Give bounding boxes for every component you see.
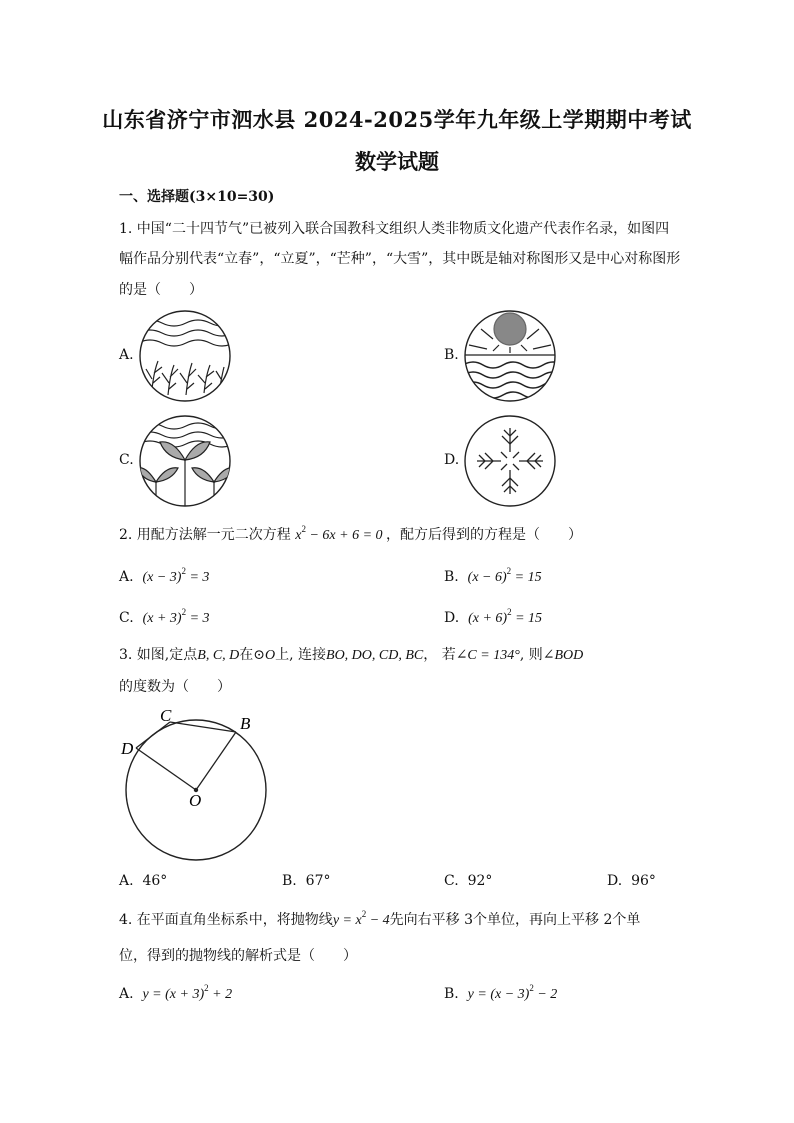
q3-option-d [607, 873, 656, 889]
q4-option-b-exp: 2 [529, 983, 534, 993]
page-title: 山东省济宁市泗水县 2024-2025学年九年级上学期期中考试 [102, 107, 692, 132]
q4-option-a-rest: + 2 [208, 987, 233, 1002]
q2-option-d-rest: = 15 [511, 611, 543, 626]
q4-option-a [119, 983, 232, 1003]
q3-option-d-label: D. [607, 873, 623, 889]
q2-option-a [119, 566, 209, 586]
q4-eq-main: y = x [332, 913, 362, 928]
label-d: D [121, 739, 134, 758]
q2-option-b [444, 566, 542, 586]
q1-option-c-label: C. [119, 452, 134, 468]
q3-text-c: 上, 连接 [275, 647, 327, 663]
q2-option-d-exp: 2 [507, 607, 512, 617]
q3-option-c [444, 873, 492, 889]
q4-option-b [444, 983, 557, 1003]
q2-prefix: 2. 用配方法解一元二次方程 [119, 527, 291, 543]
q3-option-a [119, 873, 167, 889]
spring-icon [138, 309, 232, 403]
label-o: O [189, 791, 202, 810]
q3-text-e: , 则 [519, 647, 543, 663]
q2-suffix: ，配方后得到的方程是（ ） [386, 527, 583, 543]
q4-option-b-rest: − 2 [533, 987, 558, 1002]
q4-line1 [119, 909, 640, 929]
label-b: B [240, 714, 251, 733]
q1-line2: 幅作品分别代表“立春”，“立夏”，“芒种”，“大雪”，其中既是轴对称图形又是中心对称图形 [119, 251, 681, 267]
q3-option-b-value: 67° [305, 873, 331, 889]
q1-line1: 1. 中国“二十四节气”已被列入联合国教科文组织人类非物质文化遗产代表作名录，如图四 [119, 221, 670, 237]
q3-option-b-label: B. [282, 873, 297, 889]
q2-option-d [444, 607, 542, 627]
q2-option-a-label: A. [119, 569, 134, 585]
q4-option-a-label: A. [119, 986, 134, 1002]
section-heading: 一、选择题(3×10=30) [119, 189, 275, 205]
q3-option-c-label: C. [444, 873, 459, 889]
q4-line2: 位，得到的抛物线的解析式是（ ） [119, 948, 357, 964]
q2-eq-rest: − 6x + 6 = 0 [305, 528, 383, 543]
q2-option-c [119, 607, 210, 627]
q3-angle-bod: ∠BOD [542, 648, 584, 663]
q1-line3: 的是（ ） [119, 282, 203, 298]
q3-option-c-value: 92° [467, 873, 493, 889]
q2-option-b-rest: = 15 [511, 570, 542, 585]
q3-line2: 的度数为（ ） [119, 679, 231, 695]
q2-option-d-base: (x + 6) [468, 611, 508, 626]
q4-option-b-label: B. [444, 986, 459, 1002]
q4-eq-rest: − 4 [366, 913, 390, 928]
q3-line1 [119, 644, 583, 664]
q1-option-a-label: A. [119, 347, 134, 363]
q3-option-a-label: A. [119, 873, 134, 889]
q3-option-a-value: 46° [142, 873, 168, 889]
q4-option-b-base: y = (x − 3) [467, 987, 530, 1002]
q2-option-c-base: (x + 3) [142, 611, 182, 626]
q1-option-b-label: B. [444, 347, 459, 363]
q4-text-b: 先向右平移 3个单位，再向上平移 2个单 [389, 912, 641, 928]
segment-bo [196, 732, 236, 790]
q2-option-b-label: B. [444, 569, 459, 585]
q3-text-a: 3. 如图,定点 [119, 647, 198, 663]
grain-sprout-icon [138, 414, 232, 508]
q3-points: B, C, D [197, 648, 240, 663]
q2-option-c-rest: = 3 [186, 611, 210, 626]
q3-option-d-value: 96° [631, 873, 656, 889]
q2-eq-var: x [295, 528, 302, 543]
segment-cd [136, 722, 170, 748]
segment-do [136, 748, 196, 790]
q3-text-b: 在 [239, 647, 254, 663]
q2-option-b-base: (x − 6) [467, 570, 507, 585]
page-subtitle: 数学试题 [355, 149, 439, 174]
circle-geometry-figure [114, 702, 278, 864]
q2-option-d-label: D. [444, 610, 460, 626]
label-c: C [160, 706, 172, 725]
q4-option-a-base: y = (x + 3) [142, 987, 205, 1002]
q2-option-a-exp: 2 [181, 566, 186, 576]
q2-equation [295, 524, 386, 543]
q4-option-a-exp: 2 [204, 983, 209, 993]
q4-eq-exp: 2 [361, 909, 367, 919]
q3-text-d: ， 若 [423, 647, 456, 663]
q2-option-b-exp: 2 [506, 566, 512, 576]
q4-text-a: 4. 在平面直角坐标系中，将抛物线 [119, 912, 333, 928]
q3-segments: BO, DO, CD, BC [326, 648, 424, 663]
q1-option-d-label: D. [444, 452, 460, 468]
q3-angle-c: ∠C = 134° [455, 648, 520, 663]
q2-eq-exp: 2 [301, 524, 306, 534]
q2-stem [119, 524, 582, 544]
q3-option-b [282, 873, 330, 889]
q2-option-c-label: C. [119, 610, 134, 626]
q3-circle-symbol: ⊙O [253, 648, 276, 663]
q2-option-a-base: (x − 3) [142, 570, 182, 585]
summer-sun-icon [463, 309, 557, 403]
q2-option-a-rest: = 3 [185, 570, 210, 585]
snowflake-icon [463, 414, 557, 508]
q2-option-c-exp: 2 [181, 607, 187, 617]
